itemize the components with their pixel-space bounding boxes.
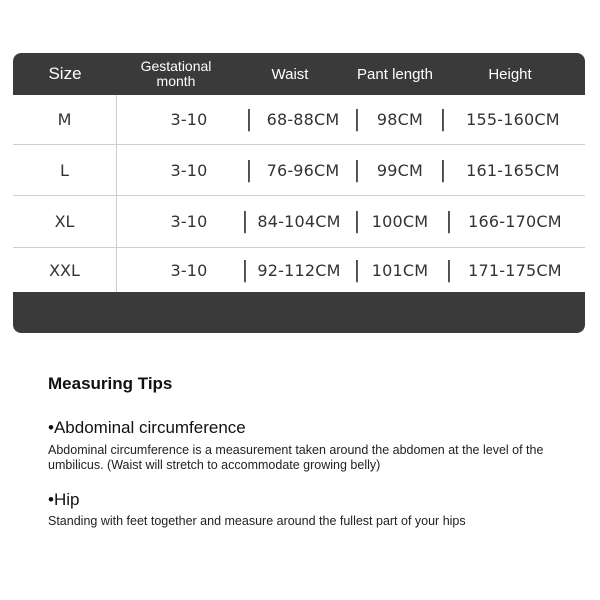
header-height: Height xyxy=(488,65,532,83)
header-gestational-month: Gestational month xyxy=(140,58,212,89)
waist-cell: 84-104CM xyxy=(257,212,341,231)
waist-cell: 76-96CM xyxy=(266,160,340,180)
waist-cell: 68-88CM xyxy=(266,110,340,129)
table-row xyxy=(13,196,585,248)
column-separator: | xyxy=(439,107,447,132)
waist-cell: 92-112CM xyxy=(257,260,341,280)
measuring-tips-title: Measuring Tips xyxy=(48,374,173,393)
size-cell: M xyxy=(13,95,117,144)
pant-length-cell: 100CM xyxy=(371,212,429,231)
header-pant-length: Pant length xyxy=(357,65,433,83)
height-cell: 161-165CM xyxy=(466,160,560,180)
column-separator: | xyxy=(241,257,249,283)
hip-description: Standing with feet together and measure around the fullest part of your hips xyxy=(48,514,466,528)
pant-length-cell: 101CM xyxy=(371,260,429,280)
column-separator: | xyxy=(353,157,361,183)
pant-length-cell: 98CM xyxy=(376,110,424,129)
table-footer-bar xyxy=(13,292,585,333)
table-header xyxy=(13,53,585,95)
column-separator: | xyxy=(445,209,453,234)
height-cell: 155-160CM xyxy=(466,110,560,129)
table-row xyxy=(13,248,585,292)
size-cell: XL xyxy=(13,196,117,247)
height-cell: 166-170CM xyxy=(468,212,562,231)
table-row xyxy=(13,95,585,145)
column-separator: | xyxy=(445,257,453,283)
pant-length-cell: 99CM xyxy=(376,160,424,180)
height-cell: 171-175CM xyxy=(468,260,562,280)
column-separator: | xyxy=(245,107,253,132)
month-cell: 3-10 xyxy=(170,110,208,129)
month-cell: 3-10 xyxy=(170,212,208,231)
header-size: Size xyxy=(48,64,82,83)
column-separator: | xyxy=(353,209,361,234)
column-separator: | xyxy=(439,157,447,183)
month-cell: 3-10 xyxy=(170,160,208,180)
abdominal-description: Abdominal circumference is a measurement taken around the abdomen at the level of the umbilicus. (Waist will stretch to accommodate growing belly) xyxy=(48,443,544,472)
month-cell: 3-10 xyxy=(170,260,208,280)
size-cell: XXL xyxy=(13,248,117,292)
column-separator: | xyxy=(353,257,361,283)
column-separator: | xyxy=(353,107,361,132)
abdominal-heading: •Abdominal circumference xyxy=(48,418,246,437)
column-separator: | xyxy=(245,157,253,183)
size-cell: L xyxy=(13,145,117,195)
hip-heading: •Hip xyxy=(48,490,80,509)
header-waist: Waist xyxy=(271,65,309,83)
size-chart-table xyxy=(13,53,585,333)
column-separator: | xyxy=(241,209,249,234)
table-row xyxy=(13,145,585,196)
